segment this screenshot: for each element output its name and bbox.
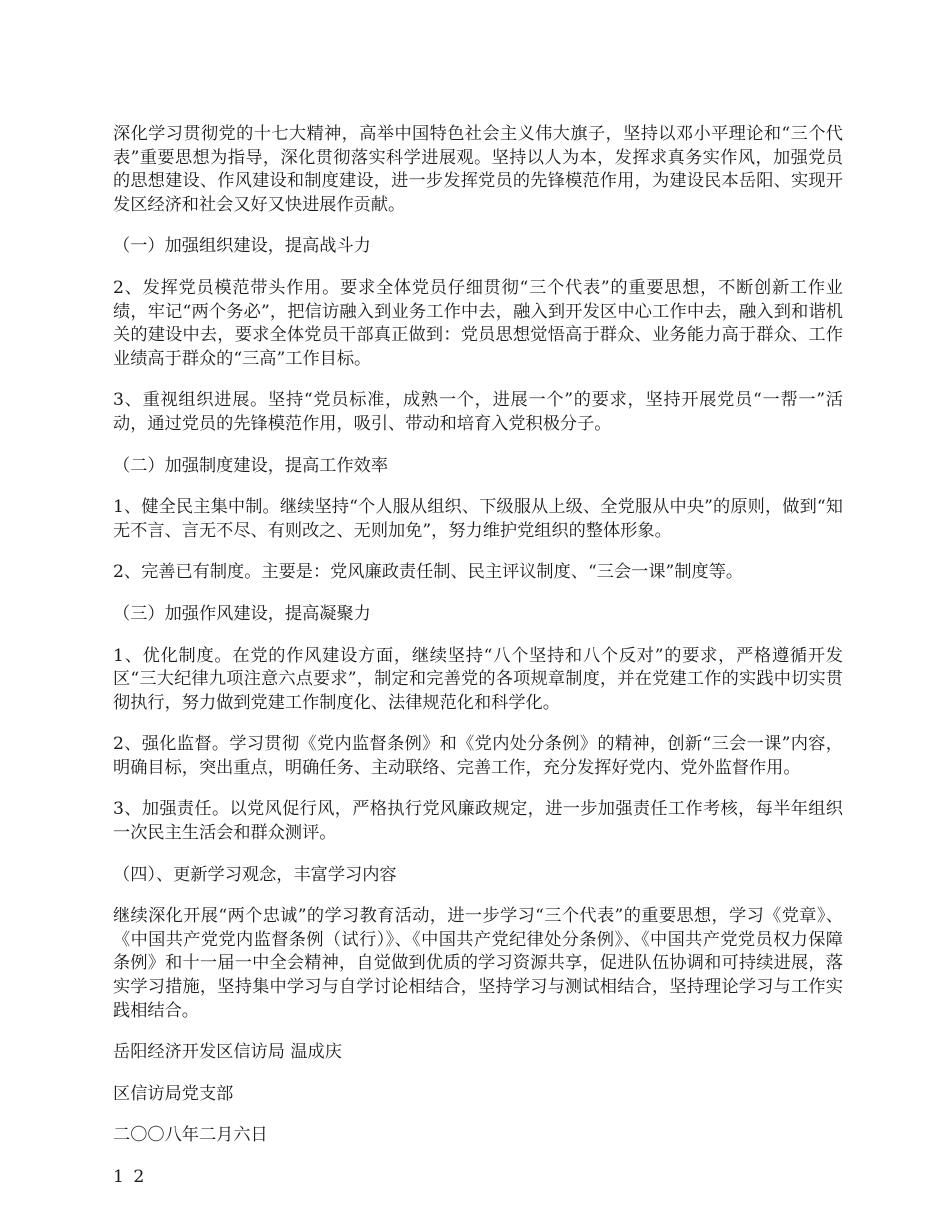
paragraph-study: 继续深化开展“两个忠诚”的学习教育活动，进一步学习“三个代表”的重要思想，学习《党章》、《中国共产党党内监督条例（试行）》、《中国共产党纪律处分条例》、《中国共产党党员权力保障条例》和十一届一中全会精神，自觉做到优质的学习资源共享，促进队伍协调和可持续进展，落实学习措施，坚持集中学习与自学讨论相结合，坚持学习与测试相结合，坚持理论学习与工作实践相结合。 bbox=[113, 906, 843, 1021]
paragraph-2-2: 2、完善已有制度。主要是：党风廉政责任制、民主评议制度、“三会一课”制度等。 bbox=[113, 562, 744, 583]
paragraph-2-1: 2、发挥党员模范带头作用。要求全体党员仔细贯彻“三个代表”的重要思想，不断创新工作业绩，牢记“两个务必”，把信访融入到业务工作中去，融入到开发区中心工作中去，融入到和谐机关的建设中去，要求全体党员干部真正做到：党员思想觉悟高于群众、业务能力高于群众、工作业绩高于群众的“三高”工作目标。 bbox=[113, 277, 843, 369]
paragraph-3-3: 3、加强责任。以党风促行风，严格执行党风廉政规定，进一步加强责任工作考核，每半年组织一次民主生活会和群众测评。 bbox=[113, 799, 843, 844]
paragraph-1-2: 1、健全民主集中制。继续坚持“个人服从组织、下级服从上级、全党服从中央”的原则，做到“知无不言、言无不尽、有则改之、无则加免”，努力维护党组织的整体形象。 bbox=[113, 497, 843, 541]
signature-author: 岳阳经济开发区信访局 温成庆 bbox=[113, 1042, 342, 1063]
paragraph-3-1: 3、重视组织进展。坚持“党员标准，成熟一个，进展一个”的要求，坚持开展党员“一帮一”活动，通过党员的先锋模范作用，吸引、带动和培育入党积极分子。 bbox=[113, 390, 843, 434]
signature-branch: 区信访局党支部 bbox=[113, 1083, 234, 1104]
signature-date: 二〇〇八年二月六日 bbox=[113, 1125, 268, 1146]
section-heading-2: （二）加强制度建设，提高工作效率 bbox=[113, 455, 389, 476]
section-heading-3: （三）加强作风建设，提高凝聚力 bbox=[113, 603, 371, 624]
intro-paragraph: 深化学习贯彻党的十七大精神，高举中国特色社会主义伟大旗子，坚持以邓小平理论和“三个代表”重要思想为指导，深化贯彻落实科学进展观。坚持以人为本，发挥求真务实作风，加强党员的思想建设、作风建设和制度建设，进一步发挥党员的先锋模范作用，为建设民本岳阳、实现开发区经济和社会又好又快进展作贡献。 bbox=[113, 124, 843, 215]
paragraph-2-3: 2、强化监督。学习贯彻《党内监督条例》和《党内处分条例》的精神，创新“三会一课”内容，明确目标，突出重点，明确任务、主动联络、完善工作，充分发挥好党内、党外监督作用。 bbox=[113, 734, 843, 778]
section-heading-1: （一）加强组织建设，提高战斗力 bbox=[113, 236, 371, 257]
page-number: 1 2 bbox=[113, 1167, 147, 1187]
paragraph-1-3: 1、优化制度。在党的作风建设方面，继续坚持“八个坚持和八个反对”的要求，严格遵循开发区“三大纪律九项注意六点要求”，制定和完善党的各项规章制度，并在党建工作的实践中切实贯彻执行，努力做到党建工作制度化、法律规范化和科学化。 bbox=[113, 645, 843, 713]
section-heading-4: （四）、更新学习观念，丰富学习内容 bbox=[113, 864, 397, 885]
document-page bbox=[113, 123, 843, 1190]
